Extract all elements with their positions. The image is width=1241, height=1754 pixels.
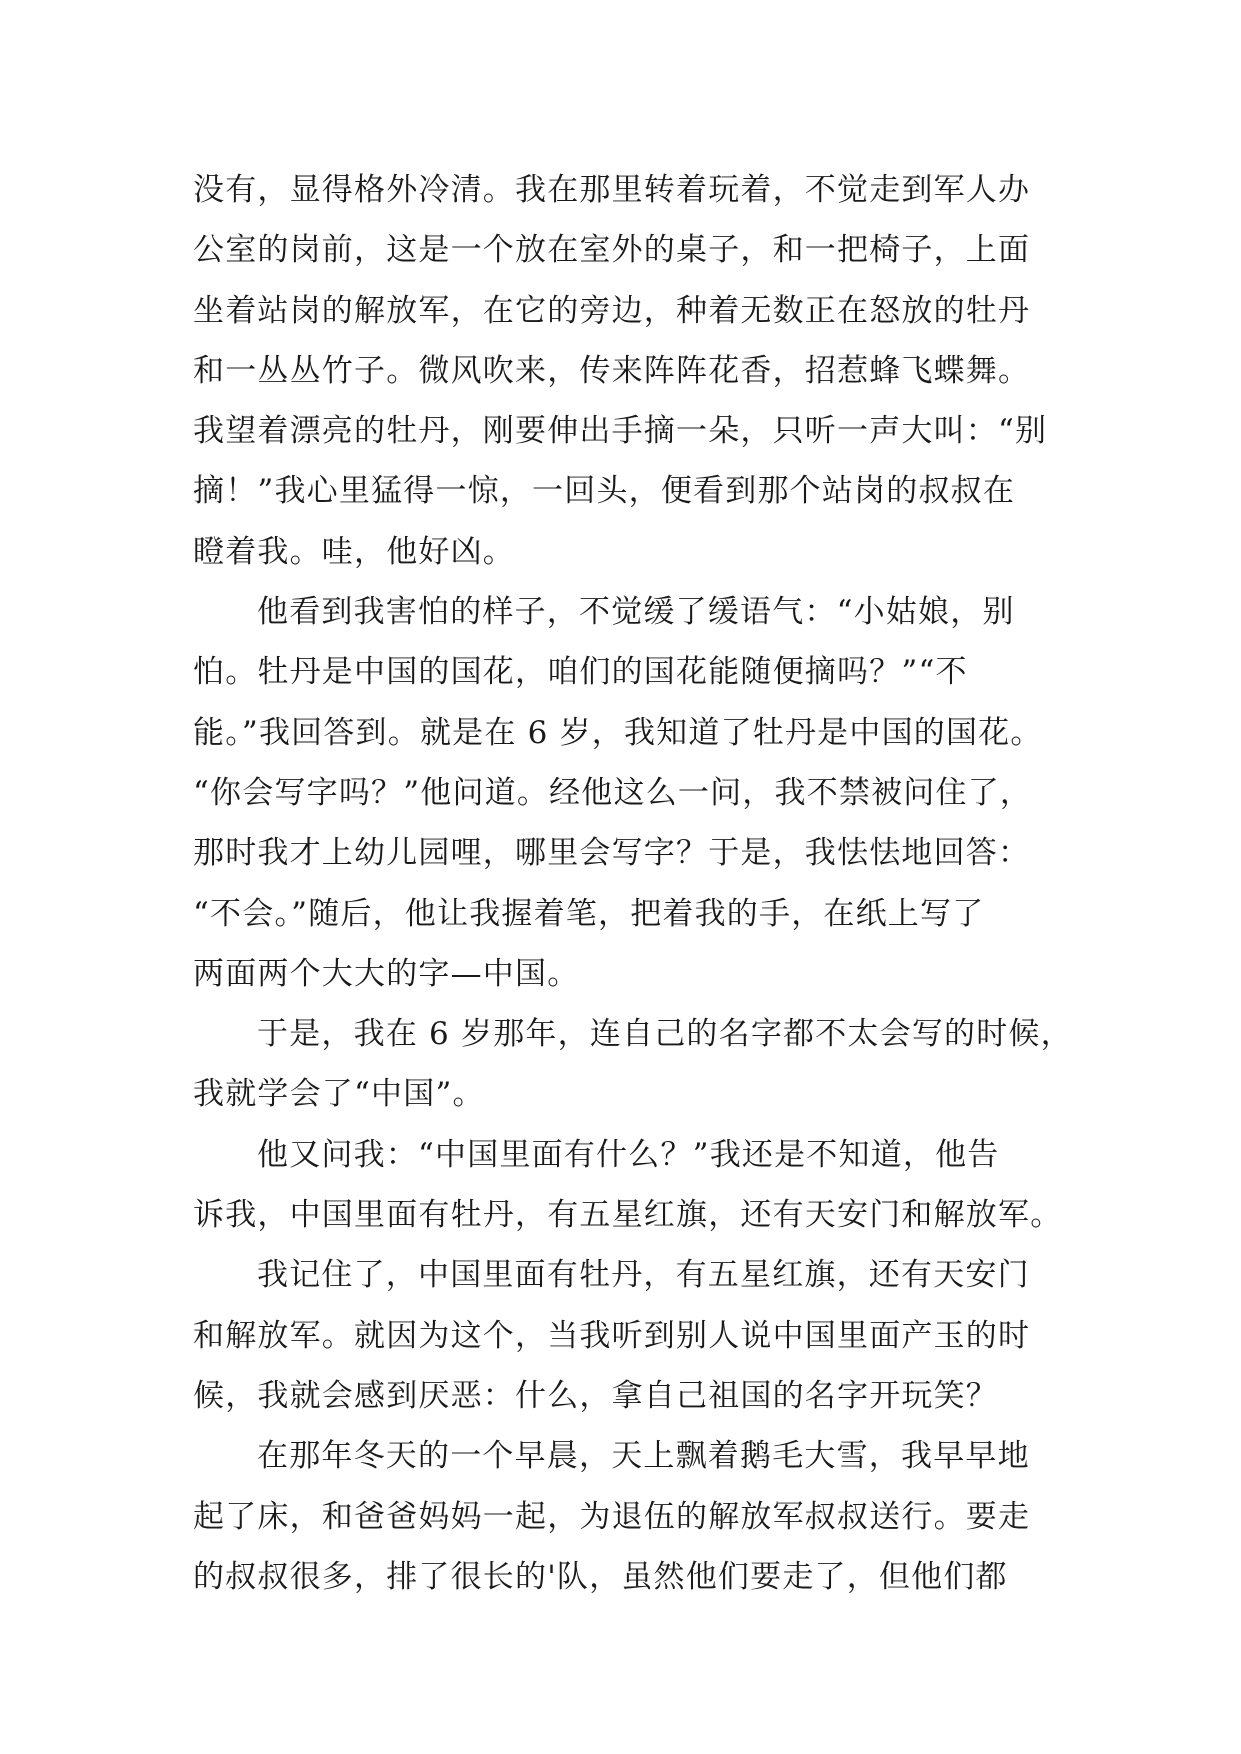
paragraph-start-line: 我记住了，中国里面有牡丹，有五星红旗，还有天安门	[257, 1257, 1030, 1294]
text-line: 诉我，中国里面有牡丹，有五星红旗，还有天安门和解放军。	[193, 1197, 1063, 1234]
text-line: 瞪着我。哇，他好凶。	[193, 533, 515, 570]
paragraph-start-line: 于是，我在 6 岁那年，连自己的名字都不太会写的时候，	[257, 1016, 1073, 1053]
text-line: 坐着站岗的解放军，在它的旁边，种着无数正在怒放的牡丹	[193, 292, 1031, 329]
paragraph-start-line: 他看到我害怕的样子，不觉缓了缓语气：“小姑娘，别	[257, 594, 1015, 631]
text-line: 没有，显得格外冷清。我在那里转着玩着，不觉走到军人办	[193, 172, 1031, 208]
text-line: “你会写字吗？”他问道。经他这么一问，我不禁被问住了，	[193, 774, 1033, 811]
text-line: 公室的岗前，这是一个放在室外的桌子，和一把椅子，上面	[193, 232, 1031, 269]
text-line: 我望着漂亮的牡丹，刚要伸出手摘一朵，只听一声大叫：“别	[193, 413, 1048, 450]
text-line: 起了床，和爸爸妈妈一起，为退伍的解放军叔叔送行。要走	[193, 1498, 1031, 1535]
paragraph-start-line: 在那年冬天的一个早晨，天上飘着鹅毛大雪，我早早地	[257, 1438, 1030, 1475]
text-line: 怕。牡丹是中国的国花，咱们的国花能随便摘吗？”“不	[193, 654, 968, 691]
text-line: 我就学会了“中国”。	[193, 1076, 485, 1113]
text-line: 候，我就会感到厌恶：什么，拿自己祖国的名字开玩笑？	[193, 1377, 998, 1414]
text-line: 那时我才上幼儿园哩，哪里会写字？于是，我怯怯地回答：	[193, 835, 1031, 872]
text-line: 和一丛丛竹子。微风吹来，传来阵阵花香，招惹蜂飞蝶舞。	[193, 352, 1031, 389]
text-line: 能。”我回答到。就是在 6 岁，我知道了牡丹是中国的国花。	[193, 714, 1043, 751]
paragraph-start-line: 他又问我：“中国里面有什么？”我还是不知道，他告	[257, 1136, 1000, 1173]
text-line: 两面两个大大的字—中国。	[193, 955, 580, 992]
text-line: 的叔叔很多，排了很长的'队，虽然他们要走了，但他们都	[193, 1558, 1008, 1595]
text-line: “不会。”随后，他让我握着笔，把着我的手，在纸上写了	[193, 895, 985, 932]
text-line: 摘！”我心里猛得一惊，一回头，便看到那个站岗的叔叔在	[193, 473, 1016, 510]
body-text	[193, 160, 1093, 1607]
text-line: 和解放军。就因为这个，当我听到别人说中国里面产玉的时	[193, 1317, 1031, 1354]
